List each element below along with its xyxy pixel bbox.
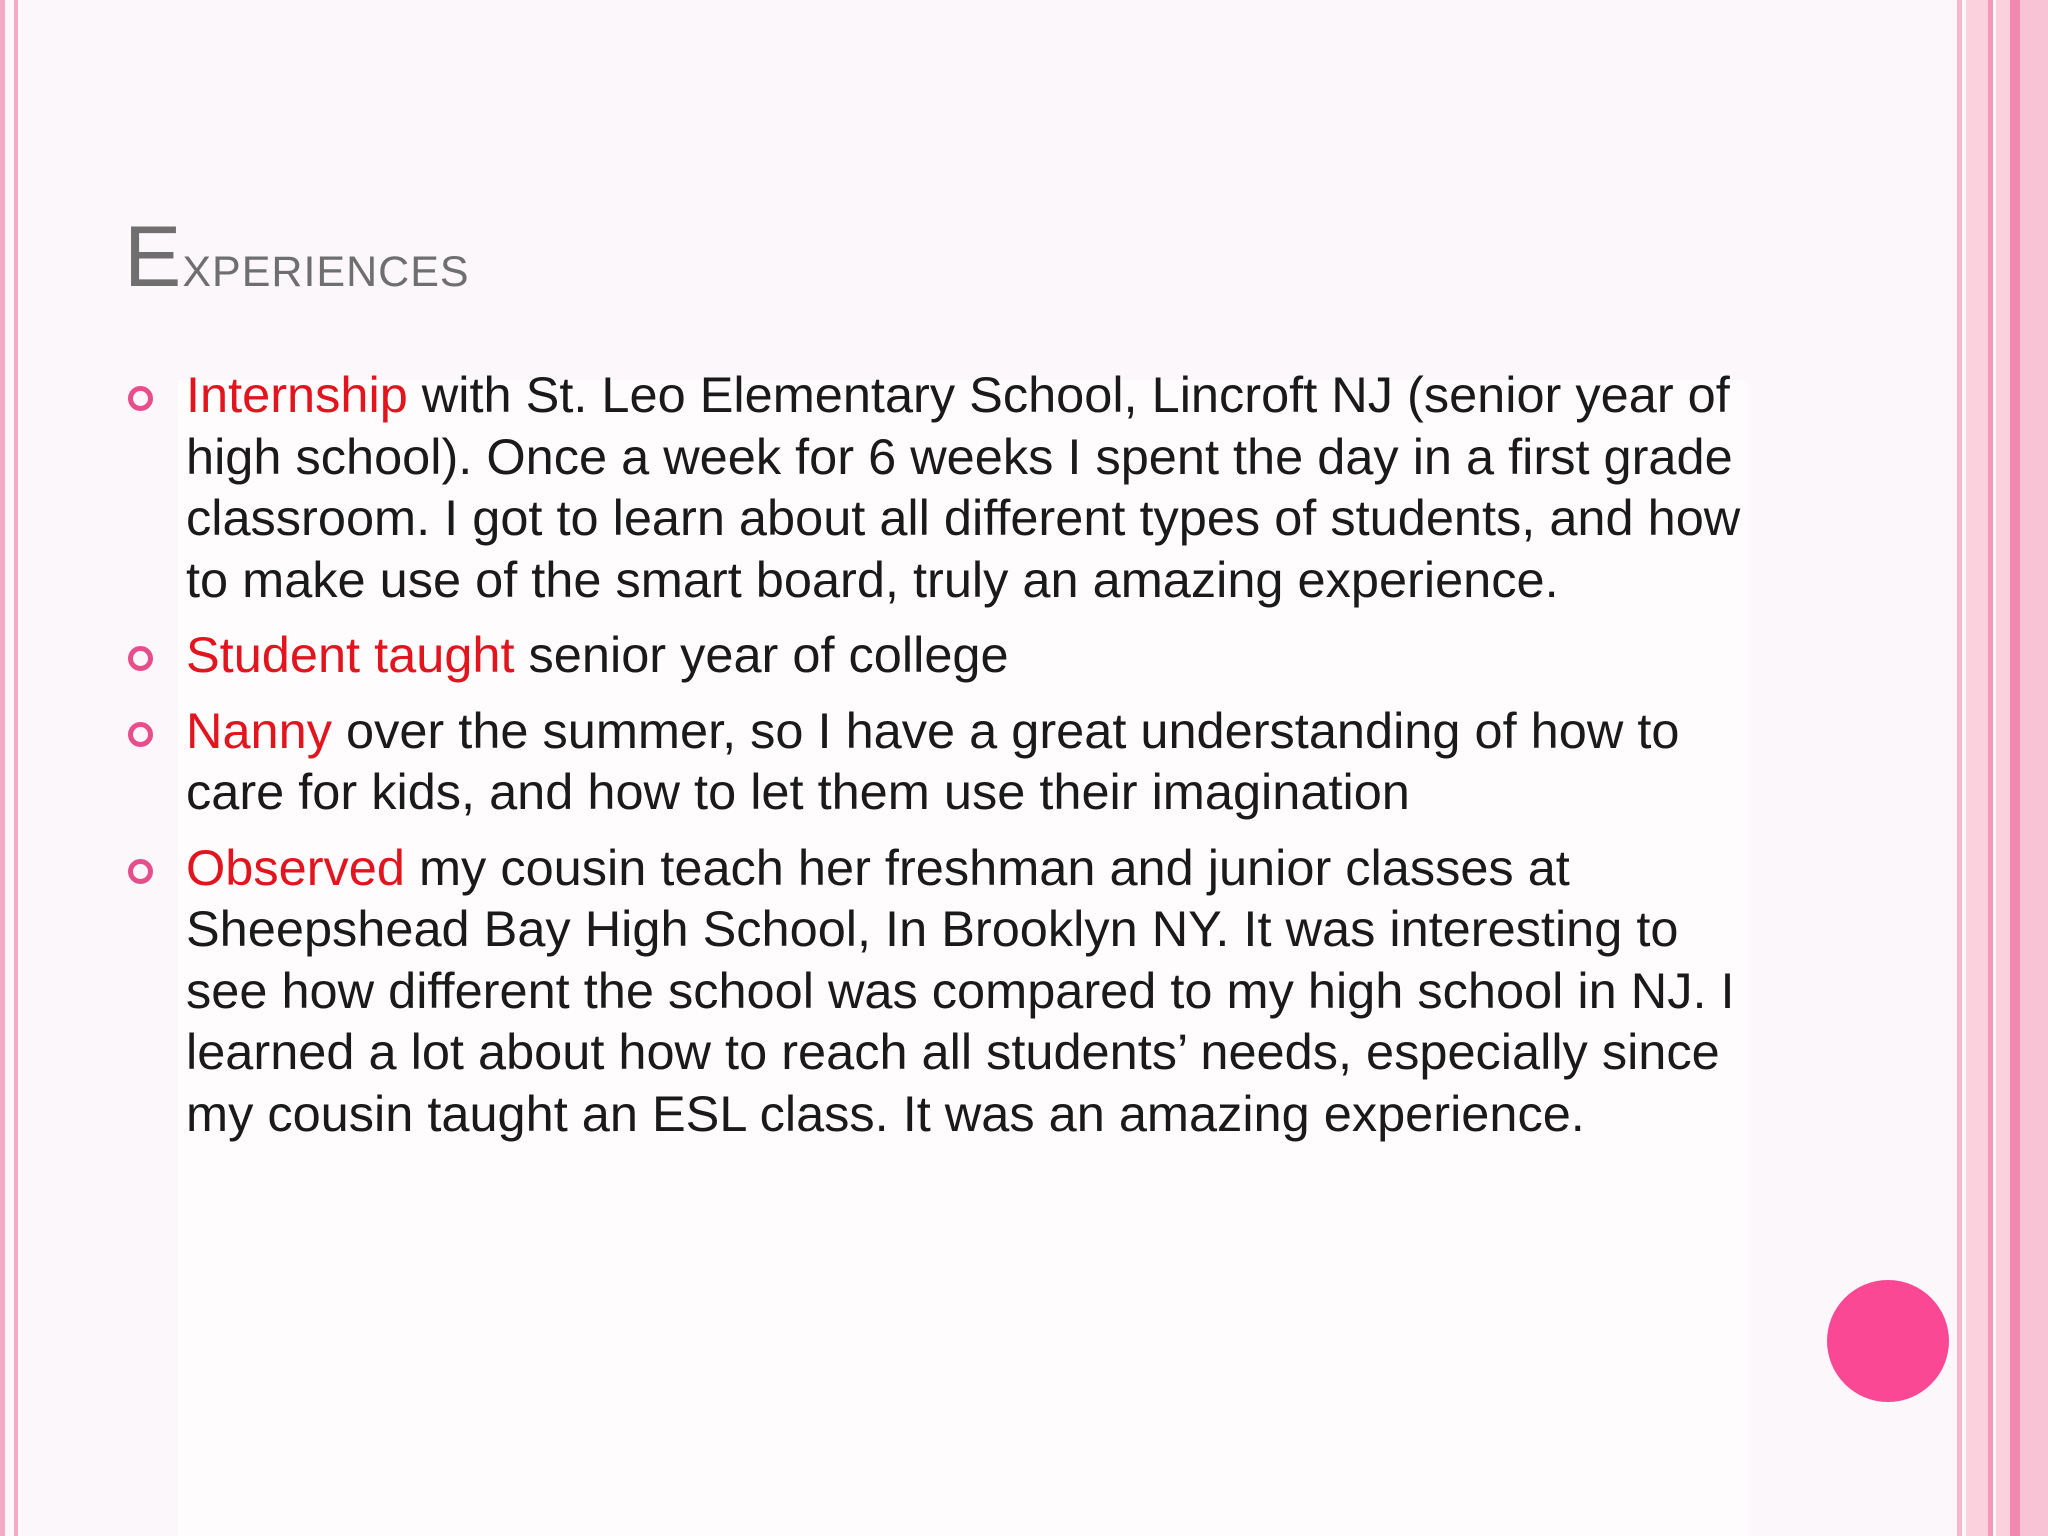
bullet-keyword: Nanny [186,701,332,759]
decorative-pink-circle [1827,1280,1949,1402]
slide-title-initial: E [124,209,183,305]
bullet-item-observed [124,837,1764,1145]
bullet-keyword: Observed [186,838,405,896]
right-border-stripe [1966,0,1988,1536]
bullet-item-student-taught [124,624,1764,686]
bullet-text: senior year of college [514,626,1009,683]
bullet-keyword: Student taught [186,626,515,683]
bullet-text: with St. Leo Elementary School, Lincroft NJ (senior year of high school). Once a week for 6 weeks I spent the day in a first grade classroom. I got to learn about all different types of students, and how to make use of the smart board, truly an amazing experience. [186,366,1741,608]
bullet-text: over the summer, so I have a great understanding of how to care for kids, and how to let them use their imagination [186,701,1680,820]
left-border-stripe-inner [14,0,18,1536]
right-border-stripe [1957,0,1962,1536]
bullet-item-nanny [124,700,1764,823]
bullet-keyword: Internship [186,366,408,423]
right-border-stripe [2020,0,2048,1536]
right-border-stripe [1996,0,2010,1536]
left-border-stripe [0,0,5,1536]
right-border-stripe [1988,0,1993,1536]
bullet-list [124,364,1764,1158]
bullet-ring-icon [128,859,153,884]
slide-title [124,209,470,305]
bullet-item-internship [124,364,1764,610]
right-border-stripe [2010,0,2020,1536]
slide-title-rest: xperiences [182,231,470,300]
bullet-ring-icon [128,646,153,671]
bullet-ring-icon [128,722,153,747]
bullet-text: my cousin teach her freshman and junior classes at Sheepshead Bay High School, In Brooklyn NY. It was interesting to see how different the school was compared to my high school in NJ. I learned a lot about how to reach all students’ needs, especially since my cousin taught an ESL class. It was an amazing experience. [186,838,1735,1142]
bullet-ring-icon [128,386,153,411]
